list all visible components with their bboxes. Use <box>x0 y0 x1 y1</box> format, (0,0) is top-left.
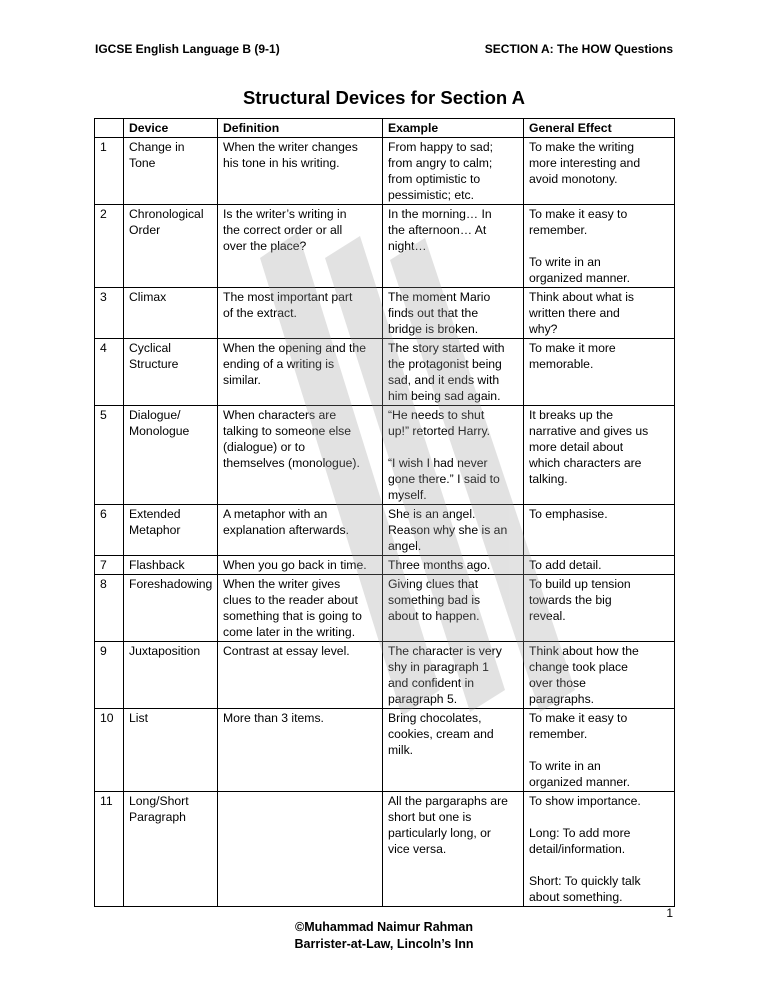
example-line: She is an angel. <box>388 507 476 521</box>
definition-line: Contrast at essay level. <box>223 644 350 658</box>
row-number: 6 <box>95 505 124 556</box>
cell-example <box>383 339 524 406</box>
effect-line: Long: To add more <box>529 826 631 840</box>
example-line: up!” retorted Harry. <box>388 424 491 438</box>
effect-line: towards the big <box>529 593 612 607</box>
table-row <box>95 339 675 406</box>
device-line: Long/Short <box>129 794 189 808</box>
cell-definition <box>218 406 383 505</box>
effect-line: To make the writing <box>529 140 634 154</box>
example-line: paragraph 5. <box>388 692 458 706</box>
device-line: Metaphor <box>129 523 181 537</box>
cell-definition <box>218 709 383 792</box>
example-line <box>388 439 519 455</box>
example-line: milk. <box>388 743 414 757</box>
cell-definition <box>218 288 383 339</box>
effect-line: To make it easy to <box>529 207 628 221</box>
column-header-effect: General Effect <box>524 119 675 138</box>
column-header-number <box>95 119 124 138</box>
cell-definition <box>218 205 383 288</box>
cell-device <box>124 505 218 556</box>
device-line: Monologue <box>129 424 190 438</box>
example-line: Reason why she is an <box>388 523 508 537</box>
cell-definition <box>218 642 383 709</box>
device-line: Chronological <box>129 207 204 221</box>
example-line: the afternoon… At <box>388 223 487 237</box>
cell-effect <box>524 642 675 709</box>
example-line: about to happen. <box>388 609 480 623</box>
column-header-device: Device <box>124 119 218 138</box>
device-line: Juxtaposition <box>129 644 201 658</box>
cell-device <box>124 642 218 709</box>
effect-line: avoid monotony. <box>529 172 618 186</box>
effect-line: more detail about <box>529 440 624 454</box>
example-line: “I wish I had never <box>388 456 488 470</box>
definition-line: explanation afterwards. <box>223 523 350 537</box>
cell-example <box>383 556 524 575</box>
cell-device <box>124 406 218 505</box>
effect-line: Think about how the <box>529 644 639 658</box>
table-row <box>95 505 675 556</box>
table-row <box>95 138 675 205</box>
cell-definition <box>218 138 383 205</box>
example-line: particularly long, or <box>388 826 491 840</box>
effect-line: about something. <box>529 890 623 904</box>
effect-line: remember. <box>529 727 588 741</box>
example-line: pessimistic; etc. <box>388 188 475 202</box>
effect-line: To make it easy to <box>529 711 628 725</box>
effect-line <box>529 742 670 758</box>
cell-effect <box>524 505 675 556</box>
example-line: cookies, cream and <box>388 727 494 741</box>
definition-line: his tone in his writing. <box>223 156 340 170</box>
definition-line: When the writer gives <box>223 577 341 591</box>
example-line: Three months ago. <box>388 558 491 572</box>
device-line: Tone <box>129 156 156 170</box>
device-line: List <box>129 711 148 725</box>
effect-line: why? <box>529 322 558 336</box>
example-line: All the pargaraphs are <box>388 794 508 808</box>
example-line: The character is very <box>388 644 502 658</box>
cell-example <box>383 138 524 205</box>
cell-example <box>383 709 524 792</box>
cell-effect <box>524 556 675 575</box>
cell-device <box>124 556 218 575</box>
cell-effect <box>524 792 675 907</box>
example-line: The moment Mario <box>388 290 491 304</box>
example-line: something bad is <box>388 593 481 607</box>
example-line: vice versa. <box>388 842 447 856</box>
effect-line: Think about what is <box>529 290 635 304</box>
device-line: Climax <box>129 290 167 304</box>
example-line: sad, and it ends with <box>388 373 500 387</box>
page-title: Structural Devices for Section A <box>242 87 526 108</box>
example-line: From happy to sad; <box>388 140 493 154</box>
device-line: Change in <box>129 140 185 154</box>
example-line: In the morning… In <box>388 207 492 221</box>
definition-line: Is the writer’s writing in <box>223 207 347 221</box>
cell-device <box>124 138 218 205</box>
row-number: 8 <box>95 575 124 642</box>
example-line: The story started with <box>388 341 505 355</box>
effect-line: To add detail. <box>529 558 602 572</box>
cell-example <box>383 792 524 907</box>
effect-line: reveal. <box>529 609 566 623</box>
definition-line: themselves (monologue). <box>223 456 360 470</box>
header-course-title: IGCSE English Language B (9-1) <box>95 42 280 56</box>
cell-definition <box>218 575 383 642</box>
effect-line: To emphasise. <box>529 507 608 521</box>
definition-line: When the opening and the <box>223 341 366 355</box>
cell-device <box>124 339 218 406</box>
definition-line: talking to someone else <box>223 424 352 438</box>
cell-example <box>383 406 524 505</box>
definition-line: More than 3 items. <box>223 711 324 725</box>
table-row <box>95 288 675 339</box>
definition-line: clues to the reader about <box>223 593 358 607</box>
effect-line <box>529 857 670 873</box>
example-line: him being sad again. <box>388 389 501 403</box>
table-row <box>95 556 675 575</box>
definition-line: A metaphor with an <box>223 507 328 521</box>
table-body <box>95 138 675 907</box>
example-line: and confident in <box>388 676 475 690</box>
cell-example <box>383 642 524 709</box>
device-line: Order <box>129 223 161 237</box>
table-row <box>95 575 675 642</box>
device-line: Cyclical <box>129 341 171 355</box>
example-line: night… <box>388 239 427 253</box>
cell-effect <box>524 288 675 339</box>
definition-line: ending of a writing is <box>223 357 335 371</box>
cell-example <box>383 575 524 642</box>
cell-effect <box>524 205 675 288</box>
example-line: finds out that the <box>388 306 479 320</box>
row-number: 2 <box>95 205 124 288</box>
effect-line: which characters are <box>529 456 642 470</box>
example-line: short but one is <box>388 810 472 824</box>
footer <box>0 919 768 953</box>
effect-line: organized manner. <box>529 775 630 789</box>
table-row <box>95 642 675 709</box>
device-line: Structure <box>129 357 179 371</box>
cell-device <box>124 288 218 339</box>
footer-credentials: Barrister-at-Law, Lincoln’s Inn <box>294 937 474 951</box>
cell-effect <box>524 575 675 642</box>
definition-line: the correct order or all <box>223 223 343 237</box>
effect-line: memorable. <box>529 357 594 371</box>
effect-line: over those <box>529 676 586 690</box>
example-line: “He needs to shut <box>388 408 485 422</box>
effect-line: paragraphs. <box>529 692 595 706</box>
table-row <box>95 406 675 505</box>
cell-device <box>124 709 218 792</box>
example-line: gone there.” I said to <box>388 472 500 486</box>
definition-line: something that is going to <box>223 609 362 623</box>
effect-line: Short: To quickly talk <box>529 874 641 888</box>
row-number: 5 <box>95 406 124 505</box>
cell-example <box>383 288 524 339</box>
row-number: 7 <box>95 556 124 575</box>
effect-line: To write in an <box>529 255 601 269</box>
device-line: Paragraph <box>129 810 186 824</box>
cell-effect <box>524 709 675 792</box>
effect-line: organized manner. <box>529 271 630 285</box>
example-line: Giving clues that <box>388 577 479 591</box>
devices-table <box>94 118 675 907</box>
example-line: bridge is broken. <box>388 322 479 336</box>
example-line: from angry to calm; <box>388 156 493 170</box>
table-header-row <box>95 119 675 138</box>
definition-line: The most important part <box>223 290 353 304</box>
definition-line: When characters are <box>223 408 337 422</box>
effect-line: To write in an <box>529 759 601 773</box>
definition-line: over the place? <box>223 239 307 253</box>
row-number: 4 <box>95 339 124 406</box>
cell-device <box>124 205 218 288</box>
cell-device <box>124 792 218 907</box>
example-line: the protagonist being <box>388 357 502 371</box>
table-row <box>95 205 675 288</box>
effect-line: narrative and gives us <box>529 424 649 438</box>
cell-definition <box>218 792 383 907</box>
definition-line: similar. <box>223 373 261 387</box>
header-section-title: SECTION A: The HOW Questions <box>484 42 673 56</box>
cell-definition <box>218 505 383 556</box>
example-line: Bring chocolates, <box>388 711 482 725</box>
page-number: 1 <box>666 906 673 920</box>
row-number: 3 <box>95 288 124 339</box>
row-number: 1 <box>95 138 124 205</box>
row-number: 9 <box>95 642 124 709</box>
device-line: Dialogue/ <box>129 408 181 422</box>
device-line: Flashback <box>129 558 185 572</box>
device-line: Foreshadowing <box>129 577 213 591</box>
effect-line: It breaks up the <box>529 408 614 422</box>
column-header-definition: Definition <box>218 119 383 138</box>
effect-line <box>529 809 670 825</box>
cell-example <box>383 505 524 556</box>
cell-effect <box>524 138 675 205</box>
example-line: from optimistic to <box>388 172 481 186</box>
effect-line: To show importance. <box>529 794 641 808</box>
effect-line: To build up tension <box>529 577 631 591</box>
table-row <box>95 792 675 907</box>
definition-line: When the writer changes <box>223 140 358 154</box>
example-line: angel. <box>388 539 422 553</box>
effect-line <box>529 238 670 254</box>
cell-definition <box>218 339 383 406</box>
effect-line: more interesting and <box>529 156 641 170</box>
effect-line: talking. <box>529 472 568 486</box>
cell-device <box>124 575 218 642</box>
cell-effect <box>524 339 675 406</box>
table-row <box>95 709 675 792</box>
definition-line: of the extract. <box>223 306 297 320</box>
cell-effect <box>524 406 675 505</box>
effect-line: change took place <box>529 660 628 674</box>
definition-line: come later in the writing. <box>223 625 356 639</box>
example-line: shy in paragraph 1 <box>388 660 489 674</box>
device-line: Extended <box>129 507 181 521</box>
effect-line: written there and <box>529 306 620 320</box>
footer-copyright: ©Muhammad Naimur Rahman <box>295 920 473 934</box>
definition-line: When you go back in time. <box>223 558 367 572</box>
effect-line: To make it more <box>529 341 616 355</box>
effect-line: detail/information. <box>529 842 626 856</box>
row-number: 11 <box>95 792 124 907</box>
effect-line: remember. <box>529 223 588 237</box>
row-number: 10 <box>95 709 124 792</box>
column-header-example: Example <box>383 119 524 138</box>
definition-line: (dialogue) or to <box>223 440 305 454</box>
cell-definition <box>218 556 383 575</box>
example-line: myself. <box>388 488 427 502</box>
cell-example <box>383 205 524 288</box>
